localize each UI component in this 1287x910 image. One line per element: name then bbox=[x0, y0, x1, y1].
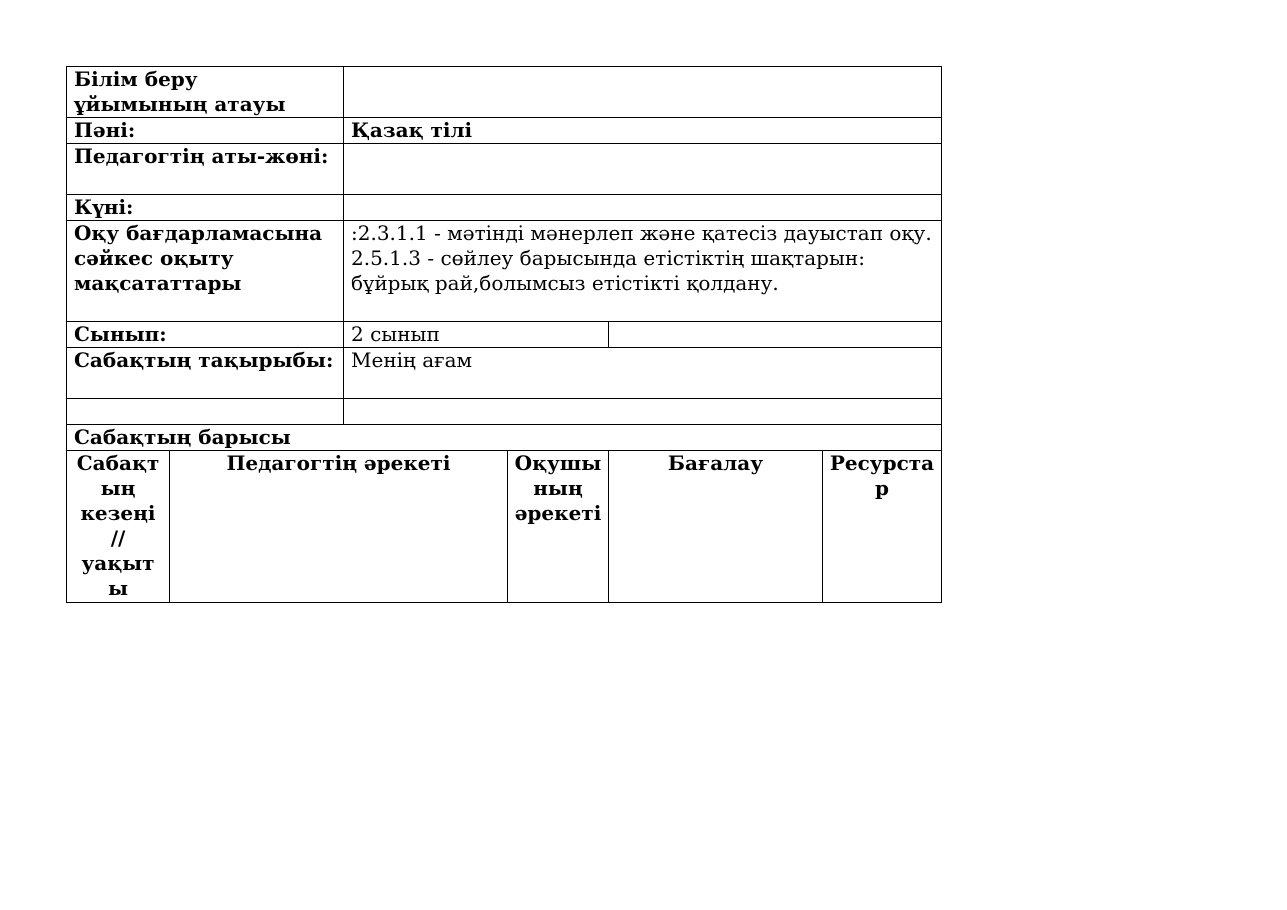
date-value[interactable] bbox=[344, 195, 942, 221]
col-header-resources: Ресурстар bbox=[823, 451, 942, 603]
row-date bbox=[67, 195, 942, 221]
row-topic bbox=[67, 348, 942, 399]
empty-right[interactable] bbox=[344, 399, 942, 425]
class-extra[interactable] bbox=[609, 322, 942, 348]
class-value[interactable]: 2 сынып bbox=[344, 322, 609, 348]
org-value[interactable] bbox=[344, 67, 942, 118]
subject-label: Пәні: bbox=[67, 118, 344, 144]
col-header-assessment: Бағалау bbox=[609, 451, 823, 603]
org-label: Білім беру ұйымының атауы bbox=[67, 67, 344, 118]
row-class bbox=[67, 322, 942, 348]
teacher-label: Педагогтің аты-жөні: bbox=[67, 144, 344, 195]
row-column-headers bbox=[67, 451, 942, 603]
col-header-teacher-action: Педагогтің әрекеті bbox=[170, 451, 508, 603]
progress-heading: Сабақтың барысы bbox=[67, 425, 942, 451]
topic-label: Сабақтың тақырыбы: bbox=[67, 348, 344, 399]
date-label: Күні: bbox=[67, 195, 344, 221]
lesson-plan-table bbox=[66, 66, 942, 603]
row-teacher bbox=[67, 144, 942, 195]
objectives-label: Оқу бағдарламасына сәйкес оқыту мақсататтары bbox=[67, 221, 344, 322]
row-objectives bbox=[67, 221, 942, 322]
row-organization bbox=[67, 67, 942, 118]
row-subject bbox=[67, 118, 942, 144]
objective-2: 2.5.1.3 - сөйлеу барысында етістіктің шақтарын: бұйрық рай,болымсыз етістікті қолдану. bbox=[351, 246, 865, 295]
empty-left[interactable] bbox=[67, 399, 344, 425]
objectives-value[interactable] bbox=[344, 221, 942, 322]
col-header-stage: Сабақтың кезеңі // уақыты bbox=[67, 451, 170, 603]
row-progress-heading bbox=[67, 425, 942, 451]
topic-value[interactable]: Менің ағам bbox=[344, 348, 942, 399]
objective-1: :2.3.1.1 - мәтінді мәнерлеп және қатесіз дауыстап оқу. bbox=[351, 221, 932, 245]
row-empty bbox=[67, 399, 942, 425]
col-header-student-action: Оқушының әрекеті bbox=[508, 451, 609, 603]
class-label: Сынып: bbox=[67, 322, 344, 348]
subject-value[interactable]: Қазақ тілі bbox=[344, 118, 942, 144]
teacher-value[interactable] bbox=[344, 144, 942, 195]
